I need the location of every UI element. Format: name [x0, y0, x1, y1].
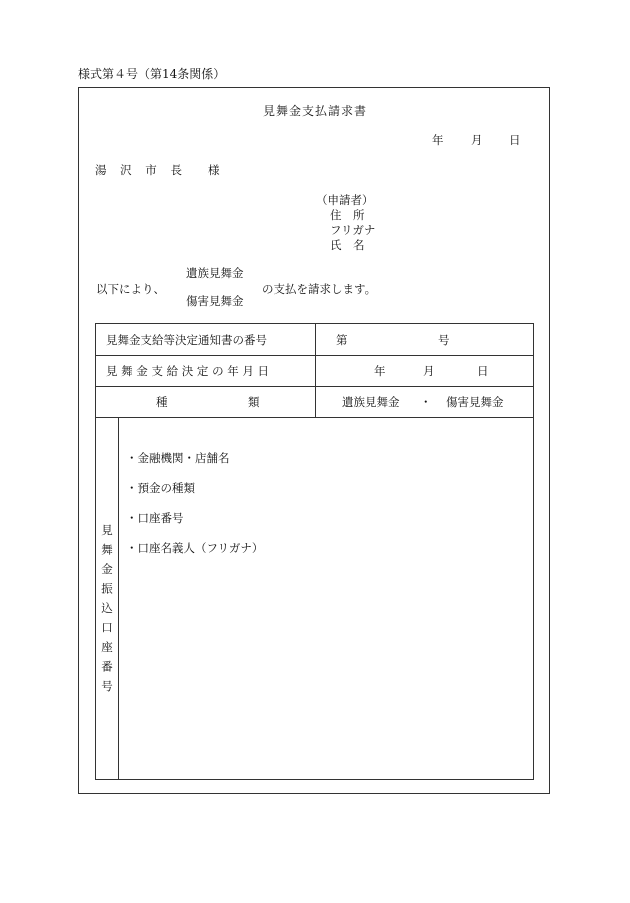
- date-year: 年: [432, 133, 444, 147]
- notice-number-go: 号: [438, 333, 450, 347]
- addressee-honorific: 様: [208, 163, 220, 177]
- decision-date-year: 年: [374, 364, 386, 378]
- decision-date-day: 日: [477, 364, 489, 378]
- date-month: 月: [471, 133, 483, 147]
- form-title: 見舞金支払請求書: [262, 104, 367, 118]
- type-label-part2: 類: [248, 395, 260, 409]
- type-separator: ・: [420, 395, 432, 409]
- account-items-list: [126, 450, 263, 570]
- applicant-name-label: 氏 名: [330, 238, 365, 252]
- request-option-injury: 傷害見舞金: [186, 294, 244, 308]
- applicant-heading: （申請者）: [316, 193, 374, 207]
- request-option-bereaved: 遺族見舞金: [186, 266, 244, 280]
- row-divider: [96, 417, 533, 418]
- type-label-part1: 種: [156, 395, 168, 409]
- list-item: ・預金の種類: [126, 481, 195, 495]
- type-value-bereaved: 遺族見舞金: [342, 395, 400, 409]
- list-item: ・口座名義人（フリガナ）: [126, 541, 264, 555]
- list-item: ・金融機関・店舗名: [126, 451, 230, 465]
- request-suffix: の支払を請求します。: [262, 282, 377, 296]
- decision-date-label: 見 舞 金 支 給 決 定 の 年 月 日: [106, 364, 270, 378]
- column-divider: [118, 417, 119, 779]
- type-value-injury: 傷害見舞金: [446, 395, 504, 409]
- list-item: ・口座番号: [126, 511, 184, 525]
- payment-details-table: [95, 323, 534, 780]
- decision-date-month: 月: [423, 364, 435, 378]
- request-prefix: 以下により、: [96, 282, 165, 296]
- applicant-furigana-label: フリガナ: [330, 223, 376, 237]
- date-day: 日: [509, 133, 521, 147]
- notice-number-label: 見舞金支給等決定通知書の番号: [106, 333, 267, 347]
- account-section-label: 見舞金振込口座番号: [100, 524, 114, 700]
- addressee-name: 湯 沢 市 長: [95, 163, 182, 177]
- column-divider: [315, 324, 316, 417]
- applicant-address-label: 住 所: [330, 208, 365, 222]
- notice-number-dai: 第: [336, 333, 348, 347]
- form-number-label: 様式第４号（第14条関係）: [78, 67, 226, 81]
